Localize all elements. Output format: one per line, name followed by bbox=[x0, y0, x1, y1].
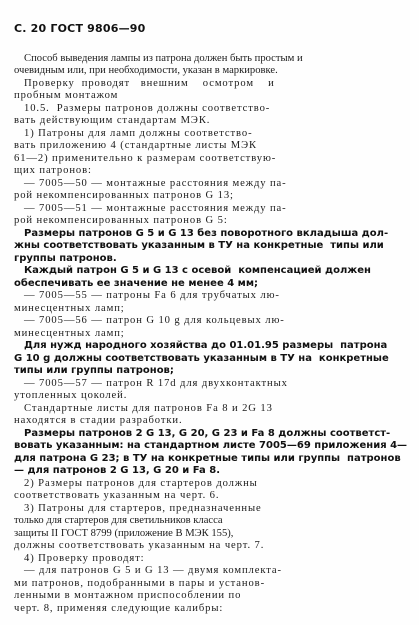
text-line: Каждый патрон G 5 и G 13 с осевой компенсацией должен bbox=[24, 265, 371, 276]
text-line: группы патронов. bbox=[14, 253, 117, 264]
text-line: щих патронов: bbox=[14, 165, 92, 176]
text-line: Проверку проводят внешним осмотром и bbox=[24, 78, 275, 89]
text-line: вать действующим стандартам МЭК. bbox=[14, 115, 211, 126]
text-line: очевидным или, при необходимости, указан в маркировке. bbox=[14, 65, 278, 76]
text-line: минесцентных ламп; bbox=[14, 328, 125, 339]
text-line: жны соответствовать указанным в ТУ на конкретные типы или bbox=[14, 240, 384, 251]
text-line: типы или группы патронов; bbox=[14, 365, 174, 376]
text-line: 10.5. Размеры патронов должны соответство- bbox=[24, 103, 271, 114]
text-line: Способ выведения лампы из патрона должен быть простым и bbox=[24, 53, 303, 64]
text-line: — для патронов 2 G 13, G 20 и Fa 8. bbox=[14, 465, 220, 476]
text-line: — 7005—56 — патрон G 10 g для кольцевых лю- bbox=[24, 315, 285, 326]
text-line: находятся в стадии разработки. bbox=[14, 415, 183, 426]
text-line: минесцентных ламп; bbox=[14, 303, 125, 314]
text-line: — 7005—55 — патроны Fa 6 для трубчатых лю- bbox=[24, 290, 280, 301]
text-line: — для патронов G 5 и G 13 — двумя комплекта- bbox=[24, 565, 282, 576]
text-line: Для нужд народного хозяйства до 01.01.95 размеры патрона bbox=[24, 340, 388, 351]
text-line: вовать указанным: на стандартном листе 7005—69 приложения 4— bbox=[14, 440, 408, 451]
text-line: утопленных цоколей. bbox=[14, 390, 128, 401]
text-line: рой некомпенсированных патронов G 5: bbox=[14, 215, 228, 226]
text-line: 61—2) применительно к размерам соответствую- bbox=[14, 153, 277, 164]
text-line: Размеры патронов G 5 и G 13 без поворотного вкладыша дол- bbox=[24, 228, 389, 239]
text-line: — 7005—50 — монтажные расстояния между па- bbox=[24, 178, 287, 189]
text-line: Стандартные листы для патронов Fa 8 и 2G 13 bbox=[24, 403, 273, 414]
text-line: G 10 g должны соответствовать указанным в ТУ на конкретные bbox=[14, 353, 389, 364]
text-line: для патрона G 23; в ТУ на конкретные типы или группы патронов bbox=[14, 453, 401, 464]
text-line: — 7005—57 — патрон R 17d для двухконтактных bbox=[24, 378, 288, 389]
text-line: Размеры патронов 2 G 13, G 20, G 23 и Fa 8 должны соответст- bbox=[24, 428, 391, 439]
text-line: черт. 8, применяя следующие калибры: bbox=[14, 603, 224, 614]
text-line: только для стартеров для светильников класса bbox=[14, 515, 223, 526]
text-line: рой некомпенсированных патронов G 13; bbox=[14, 190, 234, 201]
text-line: 2) Размеры патронов для стартеров должны bbox=[24, 478, 258, 489]
text-line: ми патронов, подобранными в пары и установ- bbox=[14, 578, 266, 589]
text-line: обеспечивать ее значение не менее 4 мм; bbox=[14, 278, 259, 289]
page-header: С. 20 ГОСТ 9806—90 bbox=[14, 22, 146, 35]
text-line: пробным монтажом bbox=[14, 90, 119, 101]
text-line: 3) Патроны для стартеров, предназначенные bbox=[24, 503, 262, 514]
text-line: 1) Патроны для ламп должны соответство- bbox=[24, 128, 253, 139]
text-line: должны соответствовать указанным на черт. 7. bbox=[14, 540, 265, 551]
text-line: защиты II ГОСТ 8799 (приложение В МЭК 155), bbox=[14, 528, 234, 539]
text-line: ленными в монтажном приспособлении по bbox=[14, 590, 242, 601]
text-line: вать приложению 4 (стандартные листы МЭК bbox=[14, 140, 257, 151]
text-line: 4) Проверку проводят: bbox=[24, 553, 145, 564]
text-line: соответствовать указанным на черт. 6. bbox=[14, 490, 220, 501]
text-line: — 7005—51 — монтажные расстояния между па- bbox=[24, 203, 287, 214]
